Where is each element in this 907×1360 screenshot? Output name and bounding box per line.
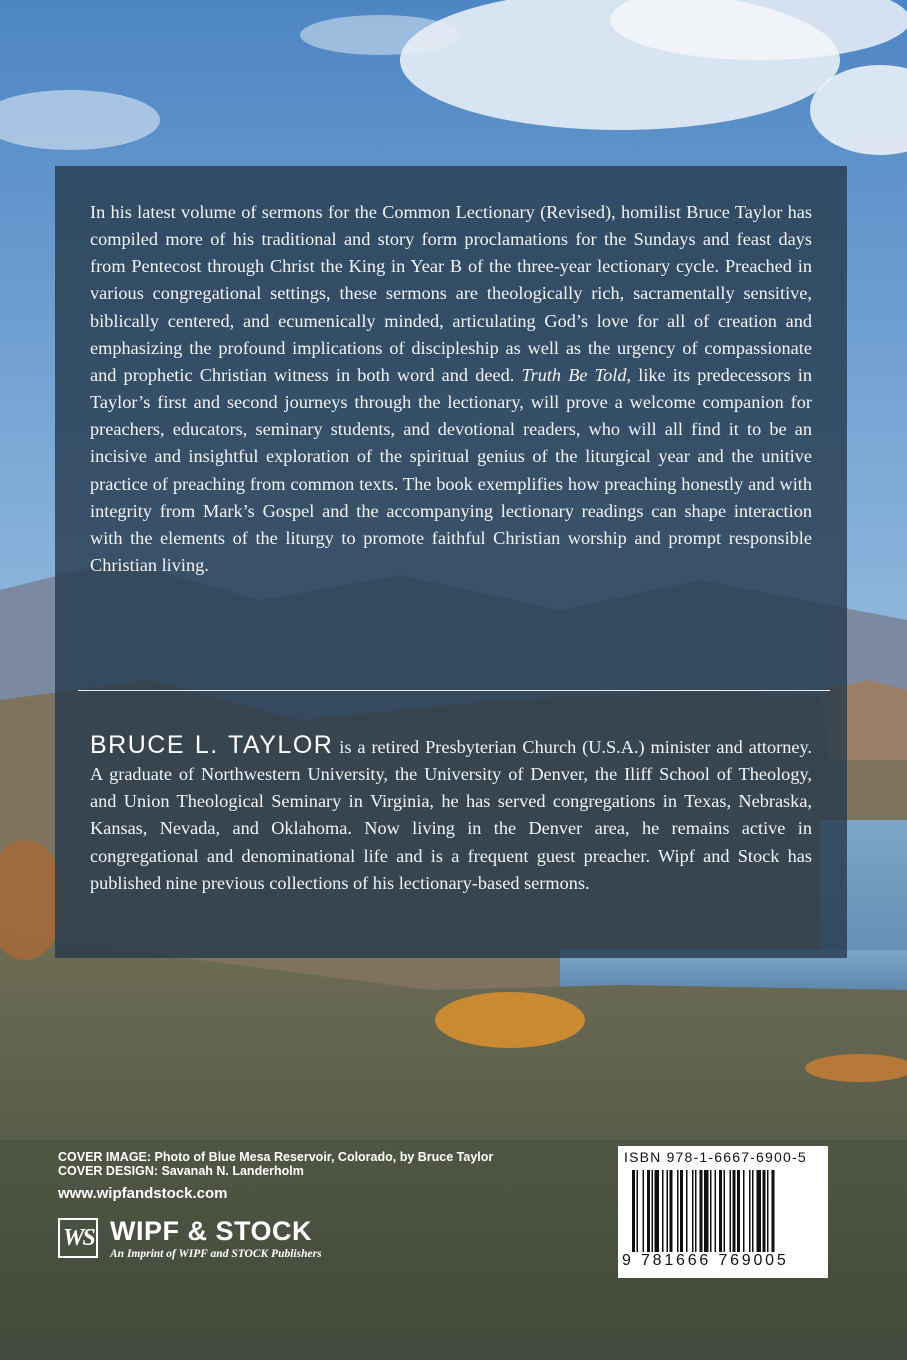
barcode-bar [632, 1170, 635, 1252]
ws-logo-mark: WS [58, 1218, 98, 1258]
isbn-barcode [618, 1146, 828, 1278]
isbn-label: ISBN 978-1-6667-6900-5 [624, 1149, 807, 1165]
author-name: BRUCE L. TAYLOR [90, 731, 334, 759]
publisher-logo [58, 1218, 368, 1266]
book-description [90, 199, 812, 579]
cover-design-credit: COVER DESIGN: Savanah N. Landerholm [58, 1164, 304, 1178]
barcode-bar [686, 1170, 688, 1252]
barcode-bar [662, 1170, 664, 1252]
description-panel [55, 166, 847, 958]
barcode-bar [763, 1170, 766, 1252]
barcode-bar [743, 1170, 745, 1252]
author-bio-text: is a retired Presbyterian Church (U.S.A.) minister and attorney. A graduate of Northwestern University, the University of Denver, the Iliff School of Theology, and Union Theological Seminary in Virginia, he has served congregations in Texas, Nebraska, Kansas, Nevada, and Oklahoma. Now living in the Denver area, he remains active in congregational and denominational life and is a frequent guest preacher. Wipf and Stock has published nine previous collections of his lectionary-based sermons. [90, 737, 812, 893]
barcode-bars [632, 1170, 816, 1252]
barcode-bar [692, 1170, 694, 1252]
barcode-bar [700, 1170, 703, 1252]
barcode-bar [752, 1170, 754, 1252]
barcode-bar [643, 1170, 645, 1252]
author-bio [90, 732, 812, 897]
barcode-bar [715, 1170, 717, 1252]
barcode-bar [737, 1170, 740, 1252]
description-text-part2: , like its predecessors in Taylor’s first and second journeys through the lectionary, will prove a welcome companion for preachers, educators, seminary students, and devotional readers, who will all find it to be an incisive and insightful exploration of the spiritual genius of the liturgical year and the unitive practice of preaching from common texts. The book exemplifies how preaching honestly and with integrity from Mark’s Gospel and the accompanying lectionary readings can shape interaction with the elements of the liturgy to promote faithful Christian worship and prompt responsible Christian living. [90, 364, 812, 576]
description-text-part1: In his latest volume of sermons for the Common Lectionary (Revised), homilist Bruce Taylor has compiled more of his traditional and story form proclamations for the Sundays and feast days from Pentecost through Christ the King in Year B of the three-year lectionary cycle. Preached in various congregational settings, these sermons are theologically rich, sacramentally sensitive, biblically centered, and ecumenically minded, articulating God’s love for all of creation and emphasizing the profound implications of discipleship as well as the urgency of compassionate and prophetic Christian witness in both word and deed. [90, 202, 812, 385]
book-title-italic: Truth Be Told [521, 364, 627, 385]
cover-image-credit: COVER IMAGE: Photo of Blue Mesa Reservoir, Colorado, by Bruce Taylor [58, 1150, 494, 1164]
publisher-name: WIPF & STOCK [110, 1216, 313, 1246]
barcode-bar [710, 1170, 712, 1252]
barcode-bar [695, 1170, 697, 1252]
barcode-bar [730, 1170, 732, 1252]
barcode-bar [652, 1170, 654, 1252]
barcode-bar [677, 1170, 679, 1252]
barcode-bar [647, 1170, 650, 1252]
barcode-bar [757, 1170, 762, 1252]
barcode-bar [767, 1170, 769, 1252]
barcode-bar [704, 1170, 709, 1252]
barcode-bar [719, 1170, 722, 1252]
publisher-tagline: An Imprint of WIPF and STOCK Publishers [110, 1248, 322, 1260]
divider-rule [78, 690, 830, 691]
barcode-bar [637, 1170, 639, 1252]
barcode-bar [772, 1170, 775, 1252]
barcode-digits: 9 781666 769005 [622, 1252, 789, 1269]
barcode-bar [667, 1170, 669, 1252]
barcode-bar [670, 1170, 673, 1252]
barcode-bar [733, 1170, 736, 1252]
barcode-bar [724, 1170, 726, 1252]
publisher-website: www.wipfandstock.com [58, 1185, 228, 1202]
cover-credits [58, 1150, 493, 1178]
barcode-bar [749, 1170, 751, 1252]
barcode-bar [655, 1170, 660, 1252]
barcode-bar [680, 1170, 683, 1252]
